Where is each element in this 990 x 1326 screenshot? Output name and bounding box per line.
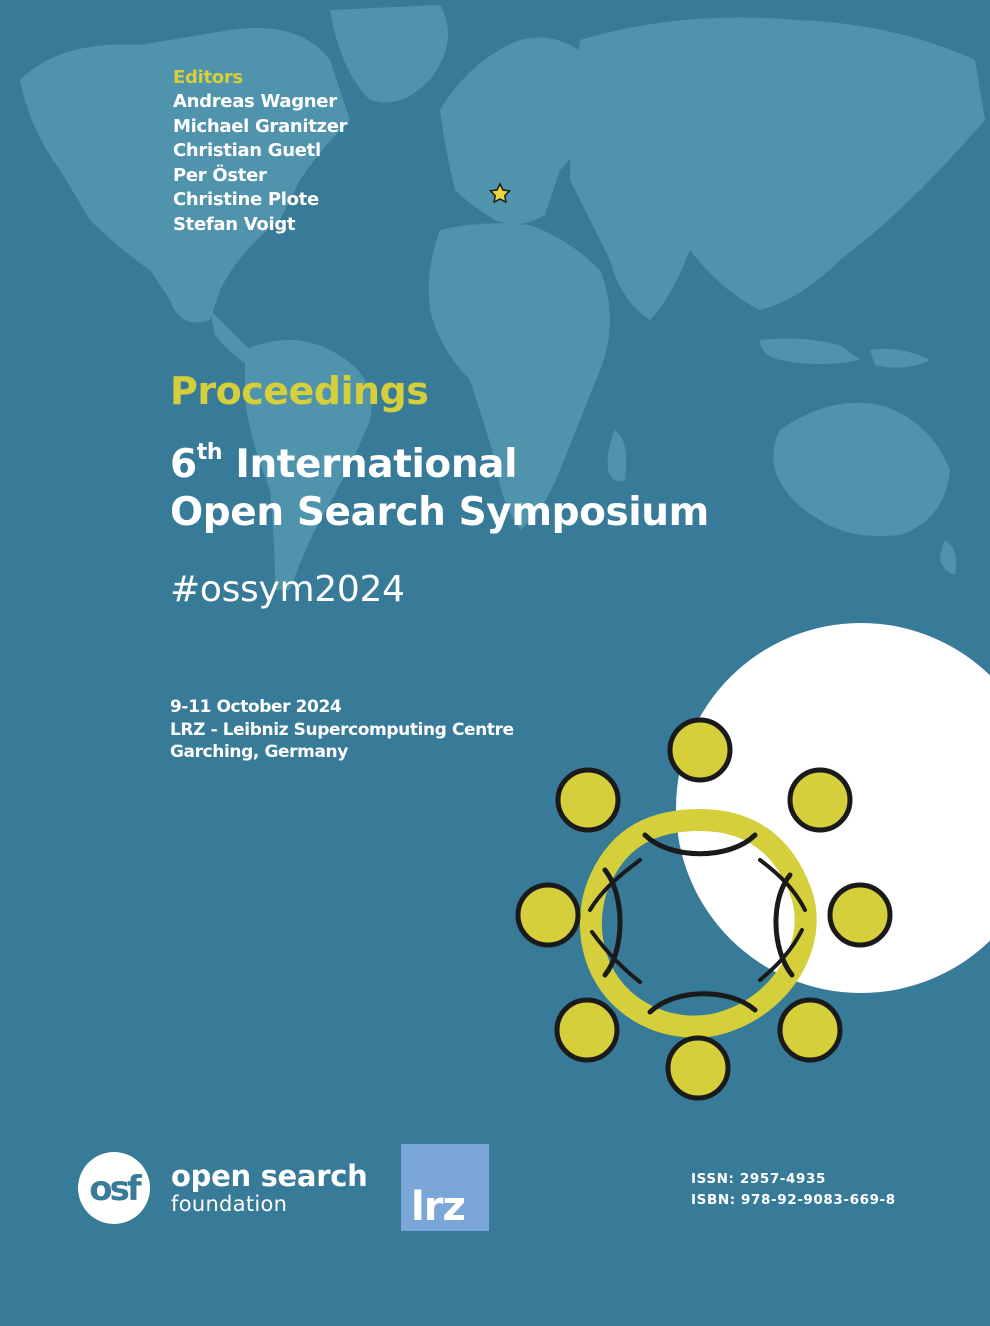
proceedings-label: Proceedings	[170, 369, 429, 413]
event-location: Garching, Germany	[170, 742, 348, 762]
osf-logo-mark: osf	[89, 1169, 139, 1209]
editor-name: Per Öster	[173, 164, 267, 186]
osf-wordmark-line-1: open search	[171, 1159, 368, 1193]
editor-name: Stefan Voigt	[173, 213, 296, 235]
symposium-title	[170, 441, 709, 537]
title-line-1-rest: International	[235, 442, 518, 487]
editors-heading: Editors	[173, 67, 243, 88]
editor-name: Michael Granitzer	[173, 115, 348, 137]
lrz-logo	[401, 1144, 489, 1231]
publication-identifiers	[691, 1169, 896, 1211]
osf-wordmark-line-2: foundation	[171, 1192, 288, 1216]
people-circle-illustration	[495, 715, 905, 1125]
editors-block	[173, 66, 347, 238]
editor-name: Andreas Wagner	[173, 91, 337, 112]
title-line-2: Open Search Symposium	[170, 490, 709, 535]
osf-wordmark	[171, 1160, 367, 1216]
event-venue: LRZ - Leibniz Supercomputing Centre	[170, 719, 514, 740]
title-line-1	[170, 441, 709, 489]
event-details	[170, 696, 514, 764]
issn: ISSN: 2957-4935	[691, 1171, 827, 1187]
osf-logo-icon	[76, 1150, 156, 1226]
event-dates: 9-11 October 2024	[170, 697, 342, 717]
lrz-logo-text: lrz	[411, 1184, 465, 1230]
title-ordinal-suffix: th	[196, 440, 223, 465]
title-ordinal-number: 6	[170, 442, 197, 487]
hashtag: #ossym2024	[170, 569, 405, 610]
editor-name: Christian Guetl	[173, 140, 321, 162]
editor-name: Christine Plote	[173, 189, 319, 211]
isbn: ISBN: 978-92-9083-669-8	[691, 1192, 896, 1208]
